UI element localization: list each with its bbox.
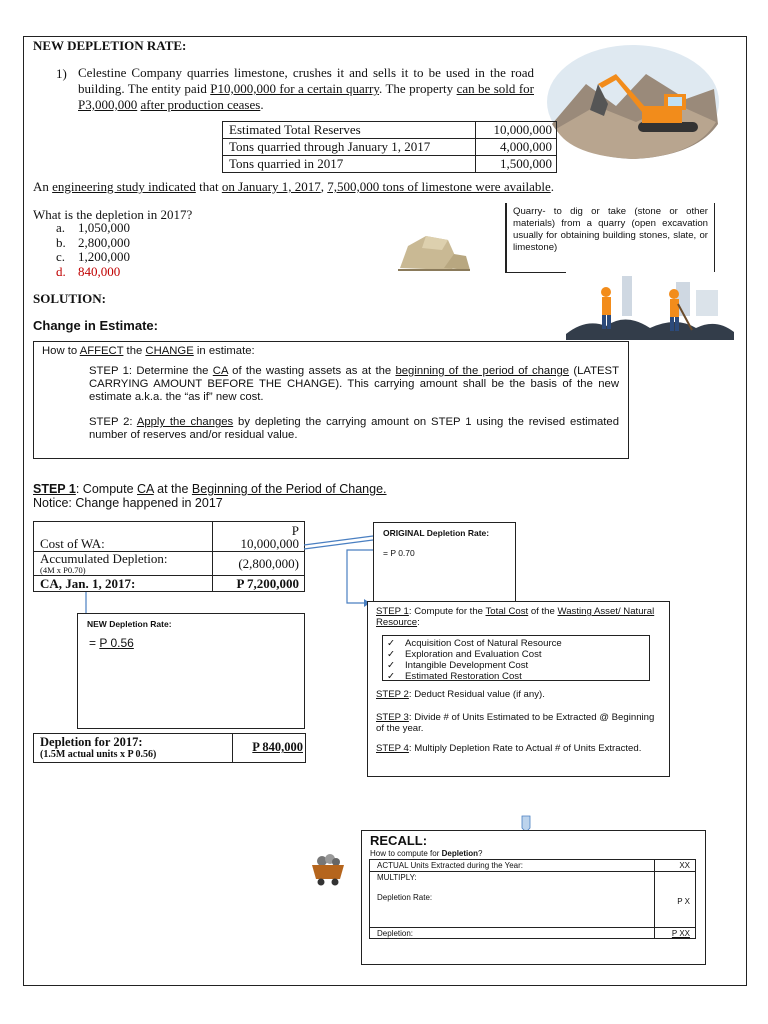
table-row: Tons quarried in 2017 1,500,000 [223,156,557,173]
recall-table: ACTUAL Units Extracted during the Year: XX MULTIPLY: Depletion Rate: P X Depletion: P XX [369,859,696,939]
table-row: MULTIPLY: [377,873,417,882]
cost-checklist [382,635,650,681]
depletion-2017-row: Depletion for 2017: (1.5M actual units x P 0.56) P 840,000 [33,733,306,763]
table-row: Estimated Total Reserves 10,000,000 [223,122,557,139]
steps-box-step4: STEP 4: Multiply Depletion Rate to Actual # of Units Extracted. [376,743,642,754]
table-row: Depletion Rate: [377,893,433,902]
affect-step-2: STEP 2: Apply the changes by depleting the carrying amount on STEP 1 using the revised estimated number of reserves and/or residual value. [89,416,619,441]
affect-title: How to AFFECT the CHANGE in estimate: [42,345,255,357]
steps-box-step1: STEP 1: Compute for the Total Cost of the Wasting Asset/ Natural Resource: [376,606,655,628]
change-notice: Notice: Change happened in 2017 [33,496,223,510]
rocks-illustration [396,228,472,272]
recall-question: How to compute for Depletion? [370,849,483,858]
steps-box-step2: STEP 2: Deduct Residual value (if any). [376,689,545,700]
choices-list [56,221,130,279]
choice-item: a. 1,050,000 [56,220,130,235]
choice-item: c. 1,200,000 [56,249,130,264]
new-rate-value: = P 0.56 [89,636,134,650]
list-item: ✓ Exploration and Evaluation Cost [383,649,649,660]
new-rate-box: NEW Depletion Rate: = P 0.56 [77,613,305,729]
quarry-definition: Quarry- to dig or take (stone or other materials) from a quarry (open excavation usually for obtaining building stones, slate, or limestone) [513,206,708,253]
table-row: ACTUAL Units Extracted during the Year: [377,861,523,870]
change-estimate-label: Change in Estimate: [33,318,158,333]
recall-box: RECALL: How to compute for Depletion? ACTUAL Units Extracted during the Year: XX MULTIPLY: Depletion Rate: P X Depletion: P XX [361,830,706,965]
problem-text: Celestine Company quarries limestone, crushes it and sells it to be used in the road building. The entity paid P10,000,000 for a certain quarry. The property can be sold for P3,000,000 after production ceases. [78,65,534,112]
page-heading: NEW DEPLETION RATE: [33,38,187,53]
table-row: Tons quarried through January 1, 2017 4,000,000 [223,139,557,156]
list-item: ✓ Intangible Development Cost [383,660,649,671]
quarry-definition-box [505,203,715,273]
list-item: ✓ Acquisition Cost of Natural Resource [383,638,649,649]
affect-change-box [33,341,629,459]
list-item: ✓ Estimated Restoration Cost [383,671,649,682]
question: What is the depletion in 2017? [33,207,193,222]
original-rate-box: ORIGINAL Depletion Rate: = P 0.70 [373,522,516,602]
choice-item: b. 2,800,000 [56,234,130,250]
affect-step-1: STEP 1: Determine the CA of the wasting assets as at the beginning of the period of change (LATEST CARRYING AMOUNT BEFORE THE CHANGE). This carrying amount shall be the basis of the new estimate a.k.a. the “as if” new cost. [89,365,619,403]
steps-box [367,601,670,777]
steps-box-step3: STEP 3: Divide # of Units Estimated to be Extracted @ Beginning of the year. [376,712,655,734]
problem-number: 1) [56,66,67,81]
excavator-illustration [546,44,720,160]
mine-cart-illustration [308,851,348,887]
choice-item-answer: d. 840,000 [56,263,121,279]
ca-table: P Cost of WA: 10,000,000 Accumulated Depletion: (4M x P0.70) (2,800,000) CA, Jan. 1, 2017: P 7,200,000 [33,521,305,592]
reserves-table [222,121,557,173]
solution-label: SOLUTION: [33,291,106,306]
workers-illustration [566,272,734,340]
step1-title: STEP 1: Compute CA at the Beginning of the Period of Change. Notice: Change happened in 2017 [33,482,387,510]
study-sentence: An engineering study indicated that on January 1, 2017, 7,500,000 tons of limestone were available. [33,179,554,194]
table-row: Depletion: [377,929,414,938]
